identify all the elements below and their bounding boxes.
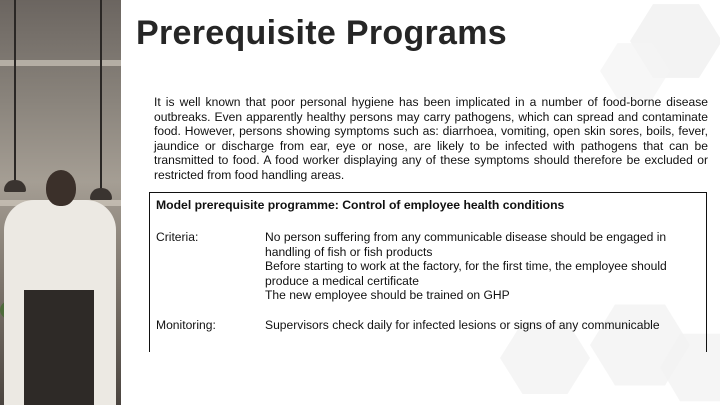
intro-line: pathogens that can be transmitted to food. A food worker displaying any of these symptoms should xyxy=(154,138,708,168)
slide-title: Prerequisite Programs xyxy=(136,14,508,52)
intro-line: sores, boils, fever, jaundice or discharge from ear, eye or nose, are likely to be infected with xyxy=(154,124,708,153)
lamp-cord xyxy=(14,0,16,180)
chef-apron xyxy=(24,290,94,405)
monitoring-line: Supervisors check daily for infected lesions or signs of any communicable xyxy=(265,318,660,332)
criteria-line: handling of fish or fish products xyxy=(265,244,433,259)
intro-paragraph xyxy=(154,95,708,183)
criteria-line: produce a medical certificate xyxy=(265,273,419,288)
chef-photo xyxy=(0,0,121,405)
criteria-line: Before starting to work at the factory, for the first time, the employee should xyxy=(265,259,667,273)
criteria-label: Criteria: xyxy=(156,230,199,244)
document-excerpt xyxy=(154,95,708,183)
intro-line: outbreaks. Even apparently healthy persons may carry pathogens, which can spread and xyxy=(154,109,639,124)
monitoring-text xyxy=(265,318,695,333)
lamp-cord xyxy=(100,0,102,190)
programme-box xyxy=(149,192,707,352)
criteria-line: The new employee should be trained on GHP xyxy=(265,288,510,302)
intro-line: It is well known that poor personal hygiene has been implicated in a number of food-borne disease xyxy=(154,95,708,109)
intro-line: therefore be excluded or restricted from food handling areas. xyxy=(154,153,708,182)
monitoring-label: Monitoring: xyxy=(156,318,216,332)
kitchen-shelf xyxy=(0,60,121,66)
chef-head xyxy=(46,170,76,206)
programme-box-title: Model prerequisite programme: Control of employee health conditions xyxy=(156,198,565,212)
criteria-line: No person suffering from any communicable disease should be engaged in xyxy=(265,230,667,244)
chef-figure xyxy=(4,170,116,405)
criteria-text xyxy=(265,230,695,303)
intro-line: contaminate food. However, persons showing symptoms such as: diarrhoea, vomiting, open skin xyxy=(154,109,708,139)
